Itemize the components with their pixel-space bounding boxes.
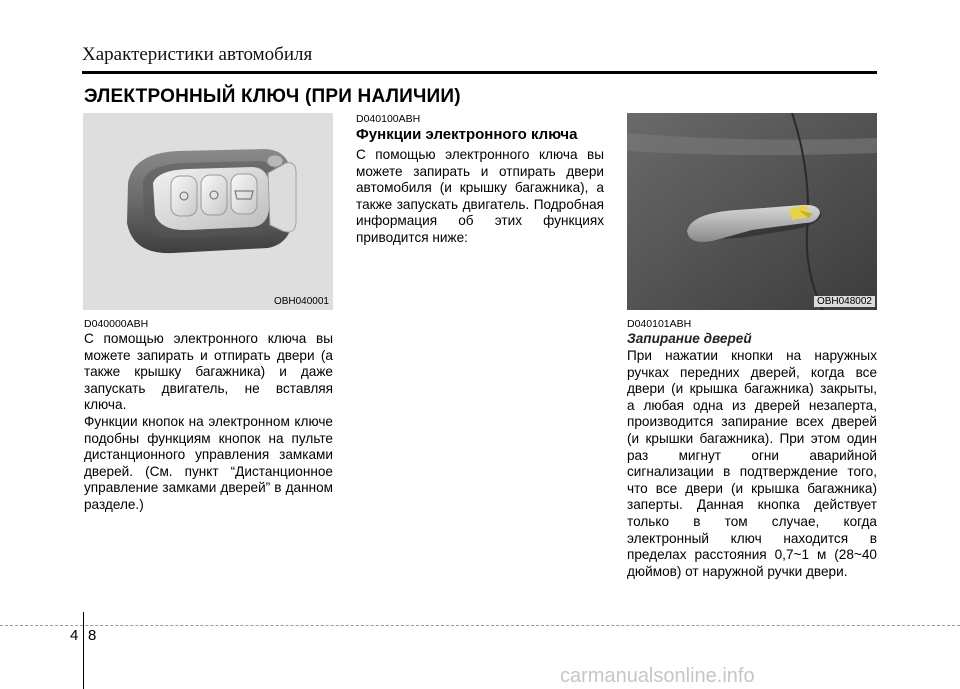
paragraph: При нажатии кнопки на наружных ручках передних дверей, когда все двери (и крышка багажника) закрыты, а любая одна из дверей незаперта, производится запирание всех дверей (и крышки багажника). При этом один раз мигнут огни аварийной сигнализации в подтверждение того, что все двери (и крышка багажника) заперты. Данная кнопка действует только в том случае, когда электронный ключ находится в пределах расстояния 0,7~1 м (28~40 дюймов) от наружной ручки двери. [627,348,877,579]
running-header: Характеристики автомобиля [82,44,313,65]
footer-rule [0,625,960,626]
subsection-heading: Функции электронного ключа [356,126,578,143]
door-handle-illustration [627,113,877,310]
smart-key-figure [83,113,333,310]
door-handle-figure [627,113,877,310]
watermark: carmanualsonline.info [560,665,755,687]
section-code: D040101ABH [627,318,692,330]
chapter-number: 4 [70,627,79,644]
smart-key-illustration [83,113,333,310]
page-number: 8 [88,627,97,644]
figure-caption: OBH048002 [814,296,875,307]
page-divider [83,612,84,689]
section-title: ЭЛЕКТРОННЫЙ КЛЮЧ (ПРИ НАЛИЧИИ) [84,86,461,107]
paragraph: С помощью электронного ключа вы можете запирать и отпирать двери (а также крышку багажника) и даже запускать двигатель, не вставляя ключа. [84,331,333,413]
section-code: D040000ABH [84,318,149,330]
paragraph: Функции кнопок на электронном ключе подобны функциям кнопок на пульте дистанционного управления замками дверей. (См. пункт “Дистанционное управление замками дверей” в данном разделе.) [84,414,333,512]
section-code: D040100ABH [356,113,421,125]
figure-caption: OBH040001 [273,296,329,307]
paragraph: С помощью электронного ключа вы можете запирать и отпирать двери автомобиля (и крышку багажника), а также запускать двигатель. Подробная информация об этих функциях приводится ниже: [356,147,604,245]
header-rule [82,71,877,74]
subsection-heading: Запирание дверей [627,331,752,346]
